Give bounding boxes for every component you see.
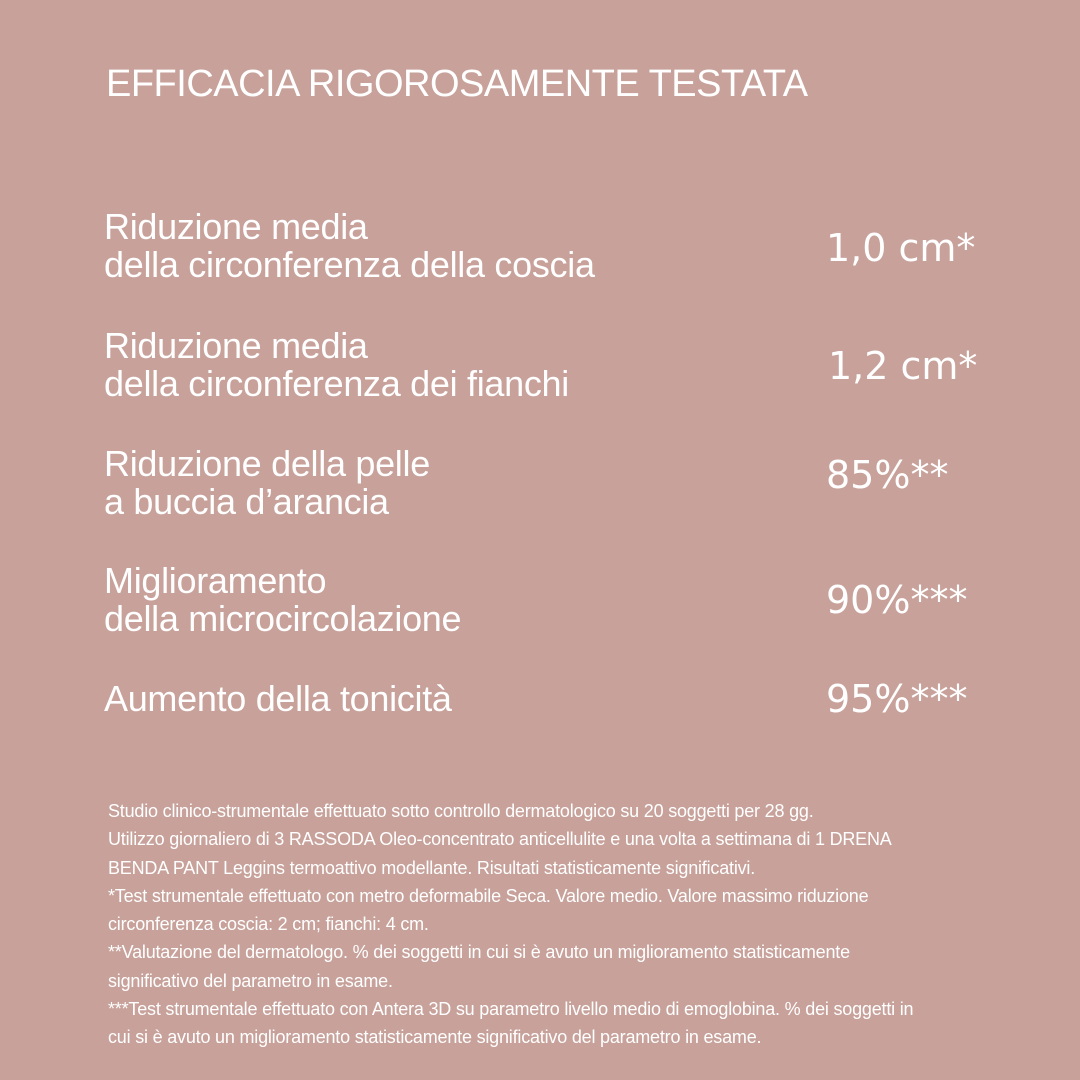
claim-value: 95%*** bbox=[826, 677, 968, 721]
claim-label-line2: della circonferenza dei fianchi bbox=[104, 363, 569, 404]
claim-label-line1: Aumento della tonicità bbox=[104, 678, 452, 719]
claim-label-line1: Riduzione media bbox=[104, 325, 368, 366]
claim-label-line2: della circonferenza della coscia bbox=[104, 244, 595, 285]
claim-label-line2: a buccia d’arancia bbox=[104, 481, 389, 522]
footnote-line: Utilizzo giornaliero di 3 RASSODA Oleo-concentrato anticellulite e una volta a settimana di 1 DRENA bbox=[108, 829, 892, 850]
footnote-line: BENDA PANT Leggins termoattivo modellante. Risultati statisticamente significativi. bbox=[108, 857, 756, 878]
footnote-line: cui si è avuto un miglioramento statisticamente significativo del parametro in esame. bbox=[108, 1027, 762, 1048]
claim-label bbox=[104, 208, 595, 284]
claim-label bbox=[104, 445, 430, 521]
footnote-line: **Valutazione del dermatologo. % dei soggetti in cui si è avuto un miglioramento statisticamente bbox=[108, 942, 850, 963]
claim-label bbox=[104, 680, 452, 718]
claim-value: 1,2 cm* bbox=[828, 344, 978, 388]
study-footnote bbox=[108, 797, 1018, 1052]
claim-value: 90%*** bbox=[826, 578, 968, 622]
claim-label-line1: Miglioramento bbox=[104, 560, 327, 601]
claim-value: 1,0 cm* bbox=[826, 226, 976, 270]
claim-value: 85%** bbox=[826, 453, 949, 497]
footnote-line: significativo del parametro in esame. bbox=[108, 970, 393, 991]
claim-label-line1: Riduzione della pelle bbox=[104, 443, 430, 484]
footnote-line: circonferenza coscia: 2 cm; fianchi: 4 cm. bbox=[108, 914, 429, 935]
claim-label bbox=[104, 562, 461, 638]
footnote-line: ***Test strumentale effettuato con Antera 3D su parametro livello medio di emoglobina. % dei soggetti in bbox=[108, 999, 914, 1020]
footnote-line: Studio clinico-strumentale effettuato sotto controllo dermatologico su 20 soggetti per 28 gg. bbox=[108, 801, 814, 821]
claim-label bbox=[104, 327, 569, 403]
page-title: EFFICACIA RIGOROSAMENTE TESTATA bbox=[106, 63, 808, 105]
claim-label-line1: Riduzione media bbox=[104, 206, 368, 247]
footnote-line: *Test strumentale effettuato con metro deformabile Seca. Valore medio. Valore massimo riduzione bbox=[108, 885, 869, 906]
claim-label-line2: della microcircolazione bbox=[104, 598, 462, 639]
